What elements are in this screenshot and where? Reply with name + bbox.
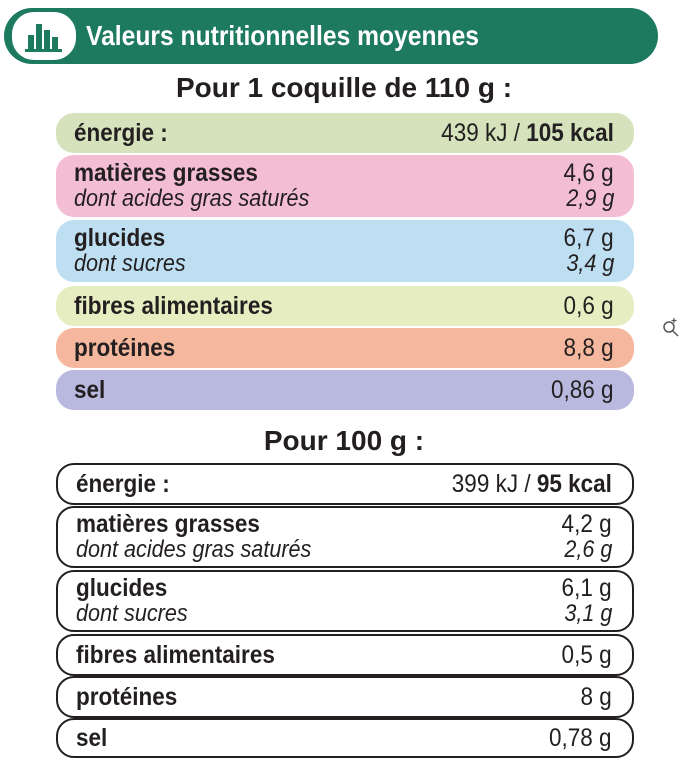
protein-label: protéines [76,683,178,711]
protein-value: 8,8 g [563,334,614,362]
energy-value: 399 kJ / 95 kcal [451,470,612,498]
saturated-fat-value: 2,9 g [565,185,614,212]
fiber-label: fibres alimentaires [76,641,275,669]
sugars-value: 3,1 g [563,600,612,627]
energy-value: 439 kJ / 105 kcal [441,119,614,147]
fat-value: 4,2 g [561,510,612,538]
portion-title: Pour 1 coquille de 110 g : [175,72,513,103]
saturated-fat-label: dont acides gras saturés [76,536,312,563]
saturated-fat-value: 2,6 g [563,536,612,563]
bar-chart-icon [12,12,76,60]
carbs-value: 6,7 g [563,224,614,252]
salt-value: 0,78 g [549,724,612,752]
carbs-label: glucides [74,224,166,252]
header-title: Valeurs nutritionnelles moyennes [86,20,479,51]
saturated-fat-label: dont acides gras saturés [74,185,310,212]
energy-label: énergie : [76,470,170,498]
portion-fat-row [56,155,634,217]
portion-energy-row [56,113,634,153]
sugars-label: dont sucres [76,600,188,627]
fiber-value: 0,6 g [563,292,614,320]
salt-label: sel [76,724,108,752]
salt-value: 0,86 g [551,376,614,404]
portion-salt-row [56,370,634,410]
salt-label: sel [74,376,106,404]
protein-value: 8 g [580,683,612,711]
fiber-value: 0,5 g [561,641,612,669]
sugars-label: dont sucres [74,250,186,277]
fat-value: 4,6 g [563,159,614,187]
per100-energy-row [56,463,634,505]
carbs-value: 6,1 g [561,574,612,602]
per100-fiber-row [56,634,634,676]
fat-label: matières grasses [76,510,260,538]
portion-protein-row [56,328,634,368]
energy-label: énergie : [74,119,168,147]
per100-protein-row [56,676,634,718]
header-bar [4,8,658,64]
carbs-label: glucides [76,574,168,602]
fiber-label: fibres alimentaires [74,292,273,320]
per100-carbs-row [56,570,634,632]
per100-title: Pour 100 g : [263,425,425,456]
portion-fiber-row [56,286,634,326]
sugars-value: 3,4 g [565,250,614,277]
zoom-icon[interactable] [660,316,682,338]
protein-label: protéines [74,334,176,362]
per100-salt-row [56,718,634,758]
fat-label: matières grasses [74,159,258,187]
portion-carbs-row [56,220,634,282]
per100-fat-row [56,506,634,568]
